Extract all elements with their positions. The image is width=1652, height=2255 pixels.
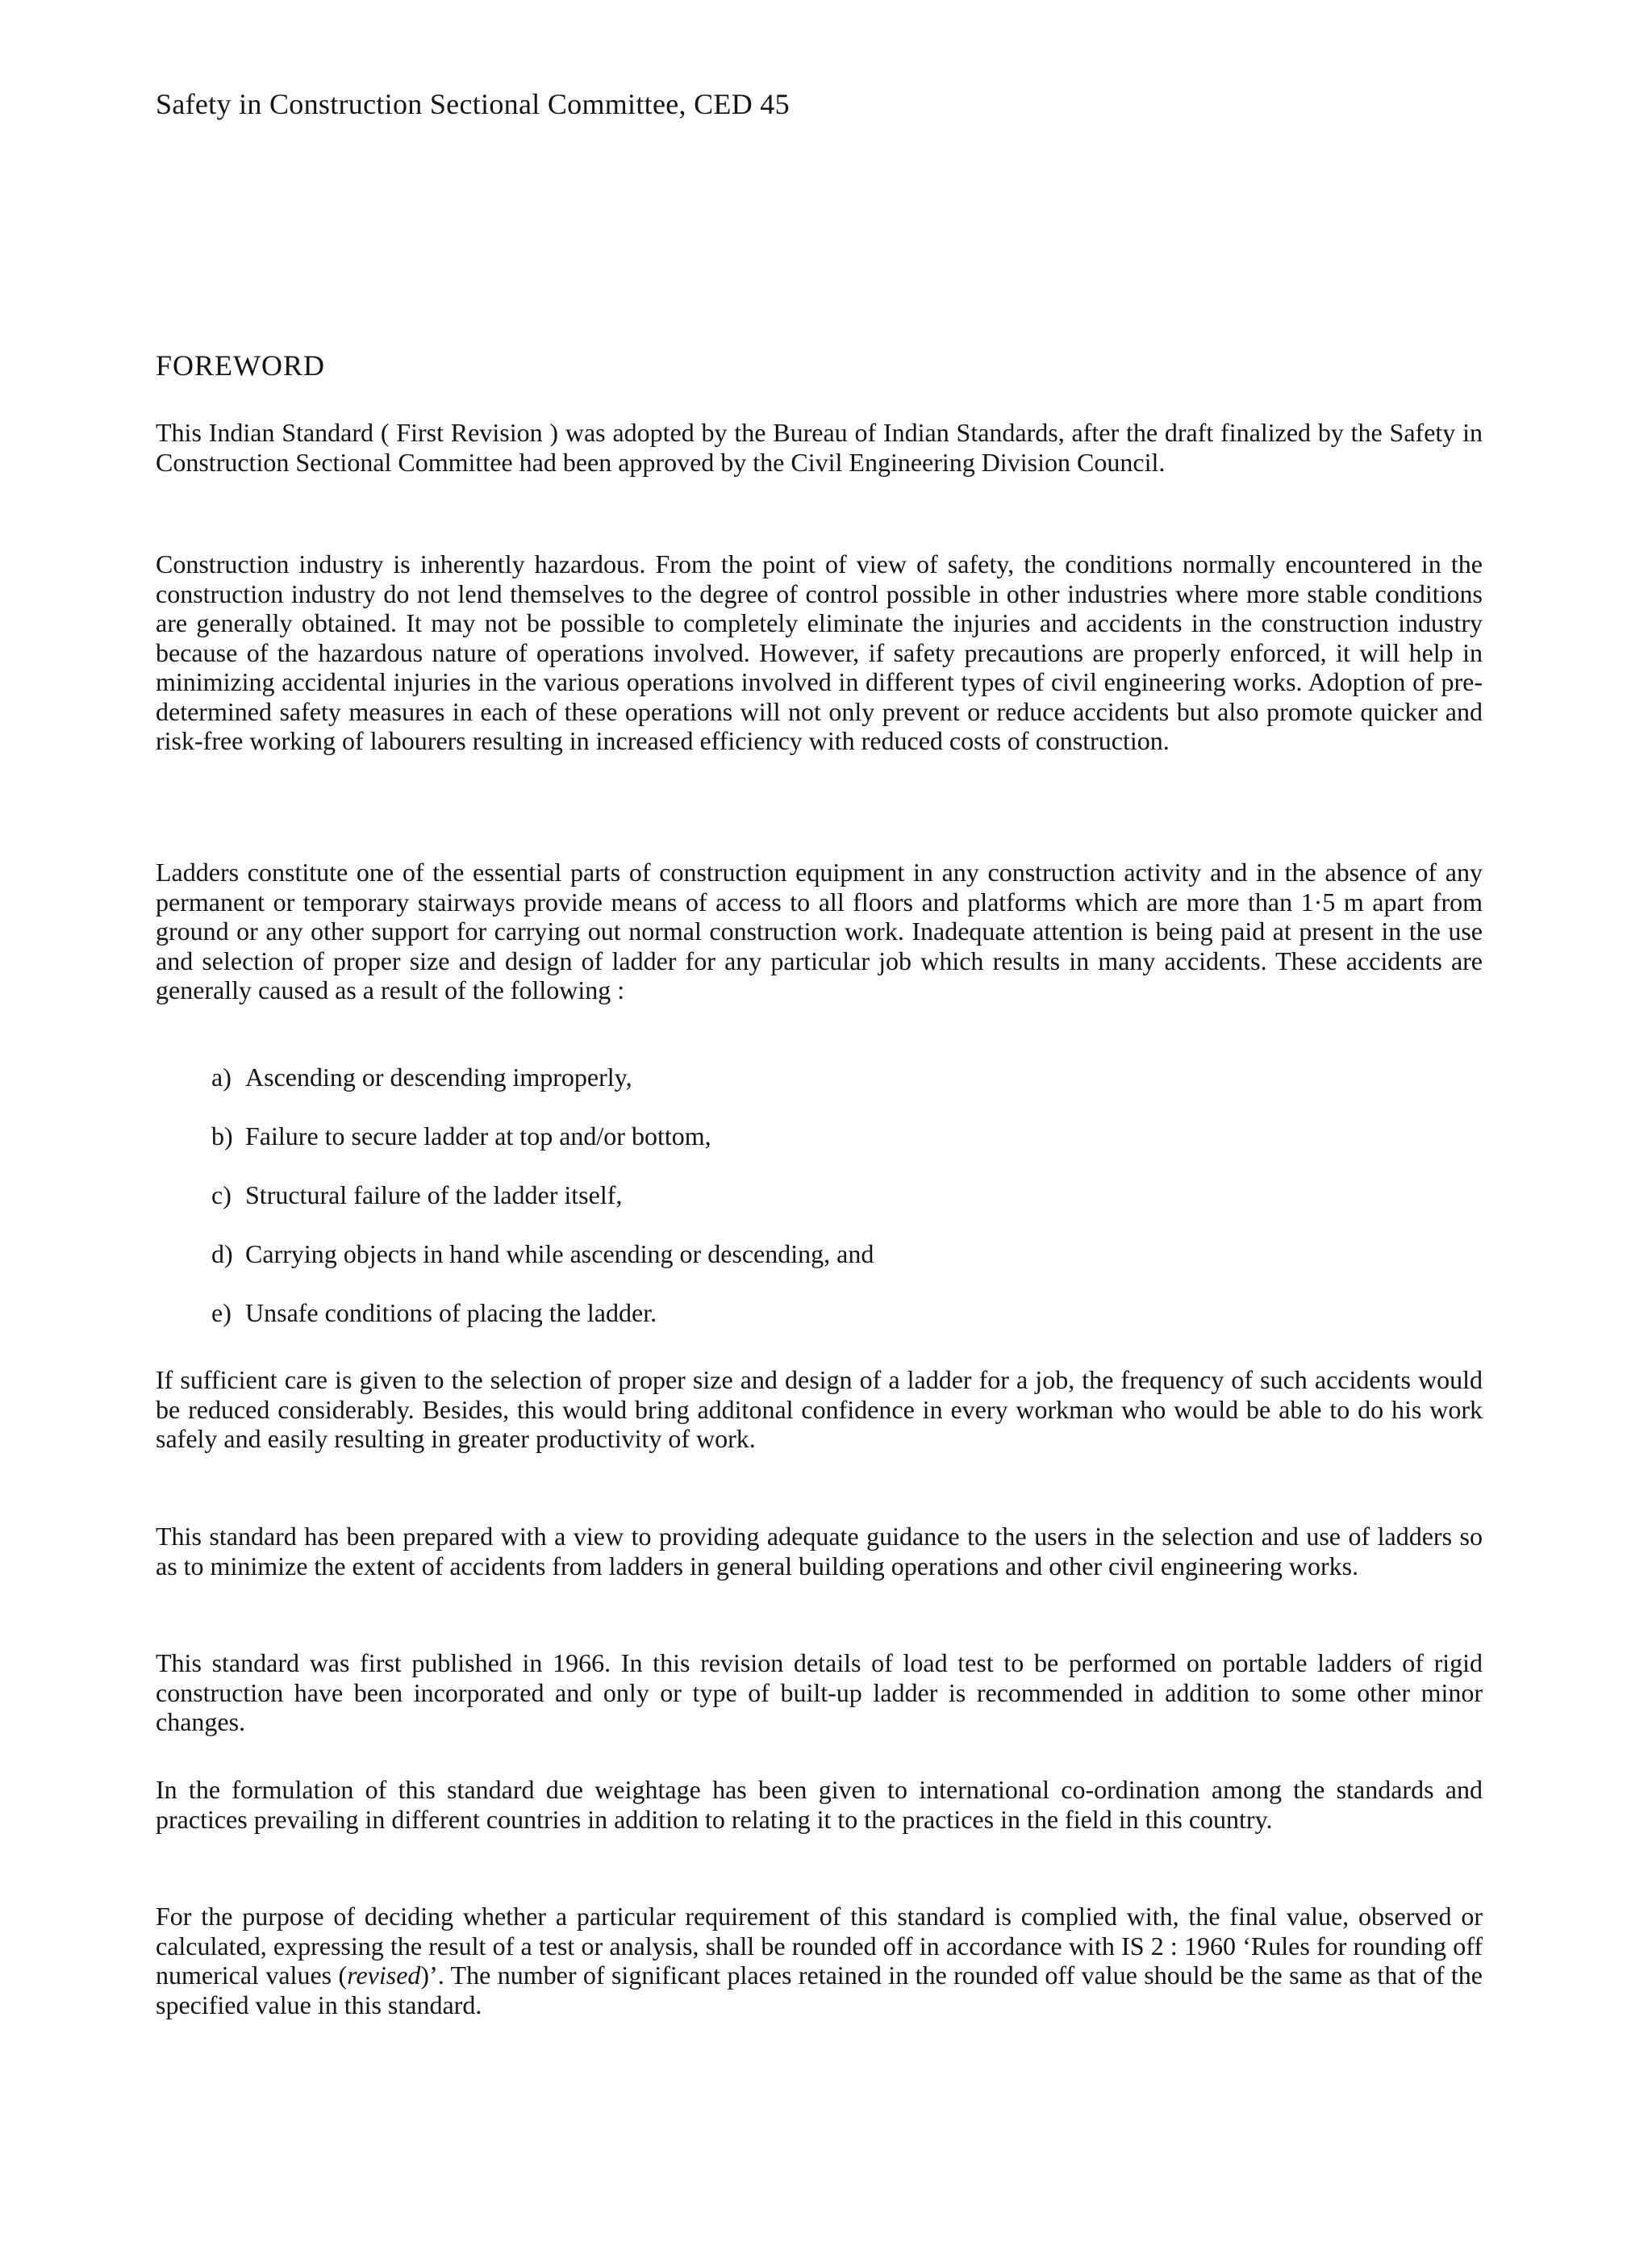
paragraph-international: In the formulation of this standard due weightage has been given to international co-ordination among the standards and practices prevailing in different countries in addition to relating it to the practices in the field in this country. (156, 1775, 1483, 1834)
list-marker: a) (211, 1063, 232, 1092)
paragraph-rounding (156, 1902, 1483, 2019)
list-text: Carrying objects in hand while ascending or descending, and (245, 1239, 874, 1268)
list-text: Structural failure of the ladder itself, (245, 1180, 623, 1209)
foreword-heading: FOREWORD (156, 349, 326, 382)
list-item (211, 1121, 711, 1150)
list-text: Failure to secure ladder at top and/or bottom, (245, 1121, 711, 1150)
revised-italic: revised (347, 1961, 421, 1990)
list-item (211, 1063, 632, 1092)
list-item (211, 1239, 874, 1268)
paragraph-ladders: Ladders constitute one of the essential parts of construction equipment in any construction activity and in the absence of any permanent or temporary stairways provide means of access to all floors and platforms which are more than 1·5 m apart from ground or any other support for carrying out normal construction work. Inadequate attention is being paid at present in the use and selection of proper size and design of ladder for any particular job which results in many accidents. These accidents are generally caused as a result of the following : (156, 858, 1483, 1004)
list-item (211, 1298, 657, 1327)
list-marker: e) (211, 1298, 232, 1327)
list-text: Ascending or descending improperly, (245, 1063, 632, 1092)
rounding-text-after: )’. The number of significant places retained in the rounded off value should be the same as that of the specified value in this standard. (156, 1961, 1483, 2019)
paragraph-adoption: This Indian Standard ( First Revision ) was adopted by the Bureau of Indian Standards, after the draft finalized by the Safety in Construction Sectional Committee had been approved by the Civil Engineering Division Council. (156, 418, 1483, 477)
paragraph-revision: This standard was first published in 1966. In this revision details of load test to be performed on portable ladders of rigid construction have been incorporated and only or type of built-up ladder is recommended in addition to some other minor changes. (156, 1648, 1483, 1736)
list-item (211, 1180, 622, 1209)
paragraph-sufficient-care: If sufficient care is given to the selection of proper size and design of a ladder for a job, the frequency of such accidents would be reduced considerably. Besides, this would bring additonal confidence in every workman who would be able to do his work safely and easily resulting in greater productivity of work. (156, 1365, 1483, 1453)
list-marker: b) (211, 1121, 233, 1150)
list-marker: c) (211, 1180, 232, 1209)
list-text: Unsafe conditions of placing the ladder. (245, 1298, 657, 1327)
paragraph-guidance: This standard has been prepared with a view to providing adequate guidance to the users in the selection and use of ladders so as to minimize the extent of accidents from ladders in general building operations and other civil engineering works. (156, 1522, 1483, 1581)
list-marker: d) (211, 1239, 233, 1268)
paragraph-hazards: Construction industry is inherently hazardous. From the point of view of safety, the conditions normally encountered in the construction industry do not lend themselves to the degree of control possible in other industries where more stable conditions are generally obtained. It may not be possible to completely eliminate the injuries and accidents in the construction industry because of the hazardous nature of operations involved. However, if safety precautions are properly enforced, it will help in minimizing accidental injuries in the various operations involved in different types of civil engineering works. Adoption of pre-determined safety measures in each of these operations will not only prevent or reduce accidents but also promote quicker and risk-free working of labourers resulting in increased efficiency with reduced costs of construction. (156, 549, 1483, 755)
committee-header: Safety in Construction Sectional Committee, CED 45 (156, 88, 790, 120)
rounding-text-before: For the purpose of deciding whether a particular requirement of this standard is complied with, the final value, observed or calculated, expressing the result of a test or analysis, shall be rounded off in accordance with IS 2 : 1960 ‘Rules for rounding off numerical values ( (156, 1902, 1483, 1990)
